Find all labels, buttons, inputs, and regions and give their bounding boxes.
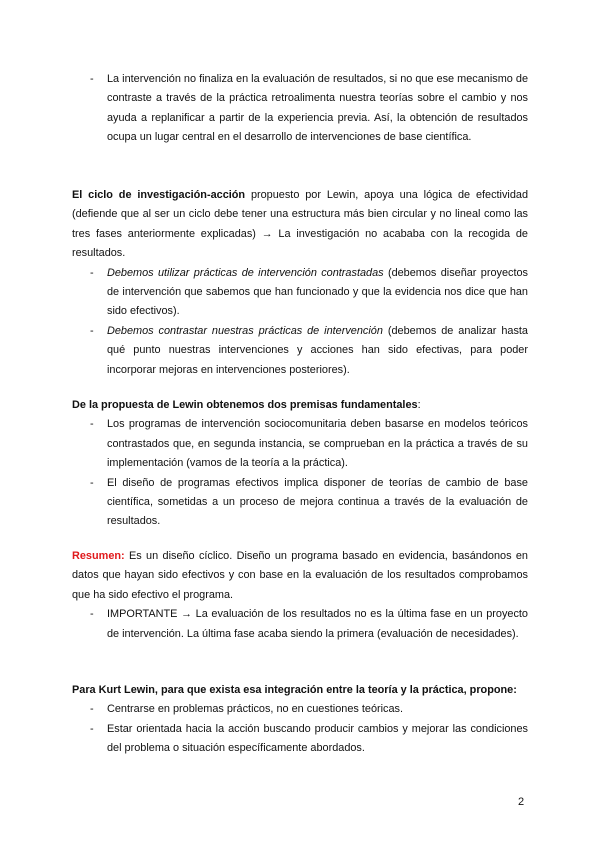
intro-section [72,70,528,148]
resumen-paragraph [72,547,528,605]
list-item-text: (debemos diseñar proyectos de intervención que sabemos que han funcionado y que la evidencia nos dice que han sido efectivos). [107,266,528,318]
list-item-text: IMPORTANTE → La evaluación de los resultados no es la última fase en un proyecto de intervención. La última fase acaba siendo la primera (evaluación de necesidades). [107,608,528,640]
page-number: 2 [518,796,525,808]
list-item [72,720,528,759]
ciclo-heading: El ciclo de investigación-acción [72,189,246,201]
resumen-label: Resumen: [72,550,125,562]
kurt-heading-line [72,681,528,700]
list-item [72,474,528,532]
list-item [72,415,528,473]
bullet-dash: - [90,418,94,431]
list-item-text: (debemos de analizar hasta qué punto nuestras intervenciones y acciones han sido efectivas, para poder incorporar mejoras en intervenciones posteriores). [107,324,528,376]
premisas-section [72,396,528,532]
ciclo-paragraph [72,186,528,264]
kurt-section [72,681,528,759]
kurt-heading: Para Kurt Lewin, para que exista esa integración entre la teoría y la práctica, propone: [72,684,517,696]
list-item [72,605,528,644]
list-item [72,322,528,380]
ciclo-section [72,186,528,380]
premisas-heading-line [72,396,528,415]
bullet-dash: - [90,73,94,85]
premisas-colon: : [417,399,421,411]
bullet-dash: - [90,324,94,337]
resumen-text: Es un diseño cíclico. Diseño un programa basado en evidencia, basándonos en datos que hayan sido efectivos y con base en la evaluación de los resultados comprobamos que ha sido efectivo el programa. [72,550,528,601]
bullet-dash: - [90,608,94,621]
list-item-text: Estar orientada hacia la acción buscando producir cambios y mejorar las condiciones del problema o situación específicamente abordados. [107,722,528,755]
list-item [72,264,528,322]
list-item-text: Centrarse en problemas prácticos, no en cuestiones teóricas. [107,703,404,716]
list-item-text: Los programas de intervención sociocomunitaria deben basarse en modelos teóricos contrastados que, en segunda instancia, se comprueban en la práctica a través de su implementación (vamos de la teoría a la práctica). [107,418,528,470]
list-item [72,700,528,719]
resumen-section [72,547,528,644]
list-item-text: El diseño de programas efectivos implica disponer de teorías de cambio de base científica, sometidas a un proceso de mejora continua a través de la evaluación de resultados. [107,476,528,528]
list-item [72,70,528,148]
list-item-emphasis: Debemos utilizar prácticas de intervención contrastadas [107,266,384,279]
ciclo-text: propuesto por Lewin, apoya una lógica de efectividad (defiende que al ser un ciclo debe tener una estructura más bien circular y no lineal como las tres fases anteriormente explicadas) → La investigación no acababa con la recogida de resultados. [72,189,529,260]
list-item-text: La intervención no finaliza en la evaluación de resultados, si no que ese mecanismo de contraste a través de la práctica retroalimenta nuestra teorías sobre el cambio y nos ayuda a replanificar a partir de la experiencia previa. Así, la obtención de resultados ocupa un lugar central en el desarrollo de intervenciones de base científica. [107,73,528,144]
bullet-dash: - [90,266,94,279]
bullet-dash: - [90,722,94,735]
list-item-emphasis: Debemos contrastar nuestras prácticas de intervención [107,324,383,337]
premisas-heading: De la propuesta de Lewin obtenemos dos premisas fundamentales [72,399,418,411]
bullet-dash: - [90,476,94,489]
bullet-dash: - [90,703,94,716]
